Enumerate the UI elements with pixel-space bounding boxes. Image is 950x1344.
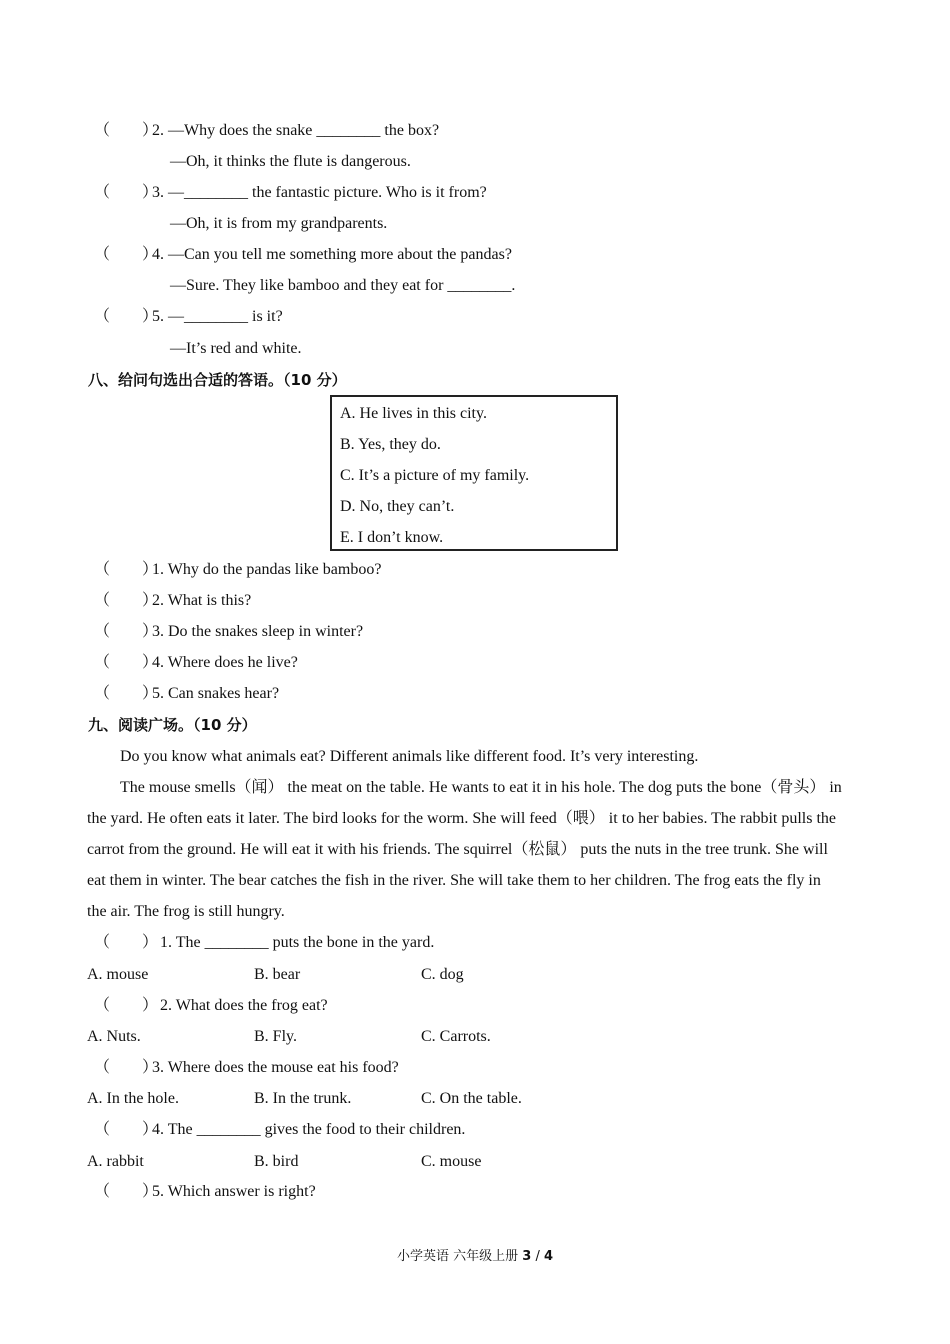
choice-b: B. bear	[254, 966, 301, 983]
choice-c: C. mouse	[421, 1153, 482, 1170]
page-footer	[0, 1245, 950, 1264]
question-line	[94, 996, 328, 1016]
question-text: 2. What does the frog eat?	[160, 997, 328, 1014]
answer-blank[interactable]: （ ）	[94, 561, 159, 578]
question-text: 5. Can snakes hear?	[152, 685, 280, 702]
answer-line: —Sure. They like bamboo and they eat for ________.	[170, 277, 516, 294]
answer-blank[interactable]: （ ）	[94, 1183, 159, 1200]
question-text: 3. Where does the mouse eat his food?	[152, 1059, 399, 1076]
question-line	[94, 1058, 399, 1078]
option-item: B. Yes, they do.	[340, 436, 441, 453]
question-line	[94, 653, 298, 673]
answer-blank[interactable]: （ ）	[94, 623, 159, 640]
answer-line: —Oh, it thinks the flute is dangerous.	[170, 153, 411, 170]
passage-line: the yard. He often eats it later. The bird looks for the worm. She will feed（喂） it to her babies. The rabbit pulls the	[87, 810, 837, 827]
passage-line: Do you know what animals eat? Different animals like different food. It’s very interesting.	[120, 748, 699, 765]
question-line	[94, 307, 283, 327]
choice-a: A. In the hole.	[87, 1090, 179, 1107]
question-line	[94, 684, 279, 704]
answer-blank[interactable]: （ ）	[94, 308, 159, 325]
question-text: 1. Why do the pandas like bamboo?	[152, 561, 382, 578]
footer-label: 小学英语 六年级上册	[396, 1249, 519, 1264]
section-heading: 八、给问句选出合适的答语。（10 分）	[88, 371, 347, 389]
page-number: 3	[522, 1249, 532, 1264]
answer-blank[interactable]: （ ）	[94, 934, 159, 951]
answer-line: —Oh, it is from my grandparents.	[170, 215, 388, 232]
question-text: 2. What is this?	[152, 592, 252, 609]
question-line	[94, 933, 434, 953]
choice-a: A. Nuts.	[87, 1028, 141, 1045]
section-heading: 九、阅读广场。（10 分）	[88, 716, 257, 734]
passage-line: The mouse smells（闻） the meat on the table. He wants to eat it in his hole. The dog puts the bone（骨头） in	[120, 779, 842, 796]
question-text: 4. —Can you tell me something more about the pandas?	[152, 246, 512, 263]
answer-blank[interactable]: （ ）	[94, 184, 159, 201]
choice-b: B. Fly.	[254, 1028, 297, 1045]
option-item: E. I don’t know.	[340, 529, 444, 546]
passage-line: eat them in winter. The bear catches the fish in the river. She will take them to her children. The frog eats the fly in	[87, 872, 821, 889]
choice-c: C. dog	[421, 966, 464, 983]
choice-c: C. On the table.	[421, 1090, 522, 1107]
options-box	[330, 395, 618, 551]
question-text: 1. The ________ puts the bone in the yard.	[160, 934, 435, 951]
page-total: 4	[543, 1249, 554, 1264]
question-text: 4. Where does he live?	[152, 654, 298, 671]
choice-a: A. mouse	[87, 966, 149, 983]
question-line	[94, 1120, 465, 1140]
answer-blank[interactable]: （ ）	[94, 685, 159, 702]
question-text: 3. —________ the fantastic picture. Who is it from?	[152, 184, 487, 201]
answer-blank[interactable]: （ ）	[94, 246, 159, 263]
option-item: C. It’s a picture of my family.	[340, 467, 530, 484]
question-line	[94, 245, 512, 265]
question-text: 2. —Why does the snake ________ the box?	[152, 122, 440, 139]
answer-blank[interactable]: （ ）	[94, 122, 159, 139]
choice-c: C. Carrots.	[421, 1028, 491, 1045]
question-line	[94, 560, 381, 580]
question-line	[94, 591, 251, 611]
choice-a: A. rabbit	[87, 1153, 144, 1170]
answer-line: —It’s red and white.	[170, 340, 302, 357]
passage-line: carrot from the ground. He will eat it with his friends. The squirrel（松鼠） puts the nuts in the tree trunk. She will	[87, 841, 828, 858]
choice-b: B. bird	[254, 1153, 299, 1170]
question-line	[94, 622, 363, 642]
passage-line: the air. The frog is still hungry.	[87, 903, 285, 920]
answer-blank[interactable]: （ ）	[94, 1059, 159, 1076]
question-text: 3. Do the snakes sleep in winter?	[152, 623, 364, 640]
answer-blank[interactable]: （ ）	[94, 592, 159, 609]
option-item: A. He lives in this city.	[340, 405, 487, 422]
question-text: 4. The ________ gives the food to their children.	[152, 1121, 466, 1138]
answer-blank[interactable]: （ ）	[94, 1121, 159, 1138]
option-item: D. No, they can’t.	[340, 498, 455, 515]
page-separator: /	[535, 1249, 540, 1264]
choice-b: B. In the trunk.	[254, 1090, 352, 1107]
question-text: 5. Which answer is right?	[152, 1183, 316, 1200]
question-line	[94, 1182, 316, 1202]
answer-blank[interactable]: （ ）	[94, 654, 159, 671]
answer-blank[interactable]: （ ）	[94, 997, 159, 1014]
question-text: 5. —________ is it?	[152, 308, 283, 325]
question-line	[94, 121, 439, 141]
question-line	[94, 183, 487, 203]
